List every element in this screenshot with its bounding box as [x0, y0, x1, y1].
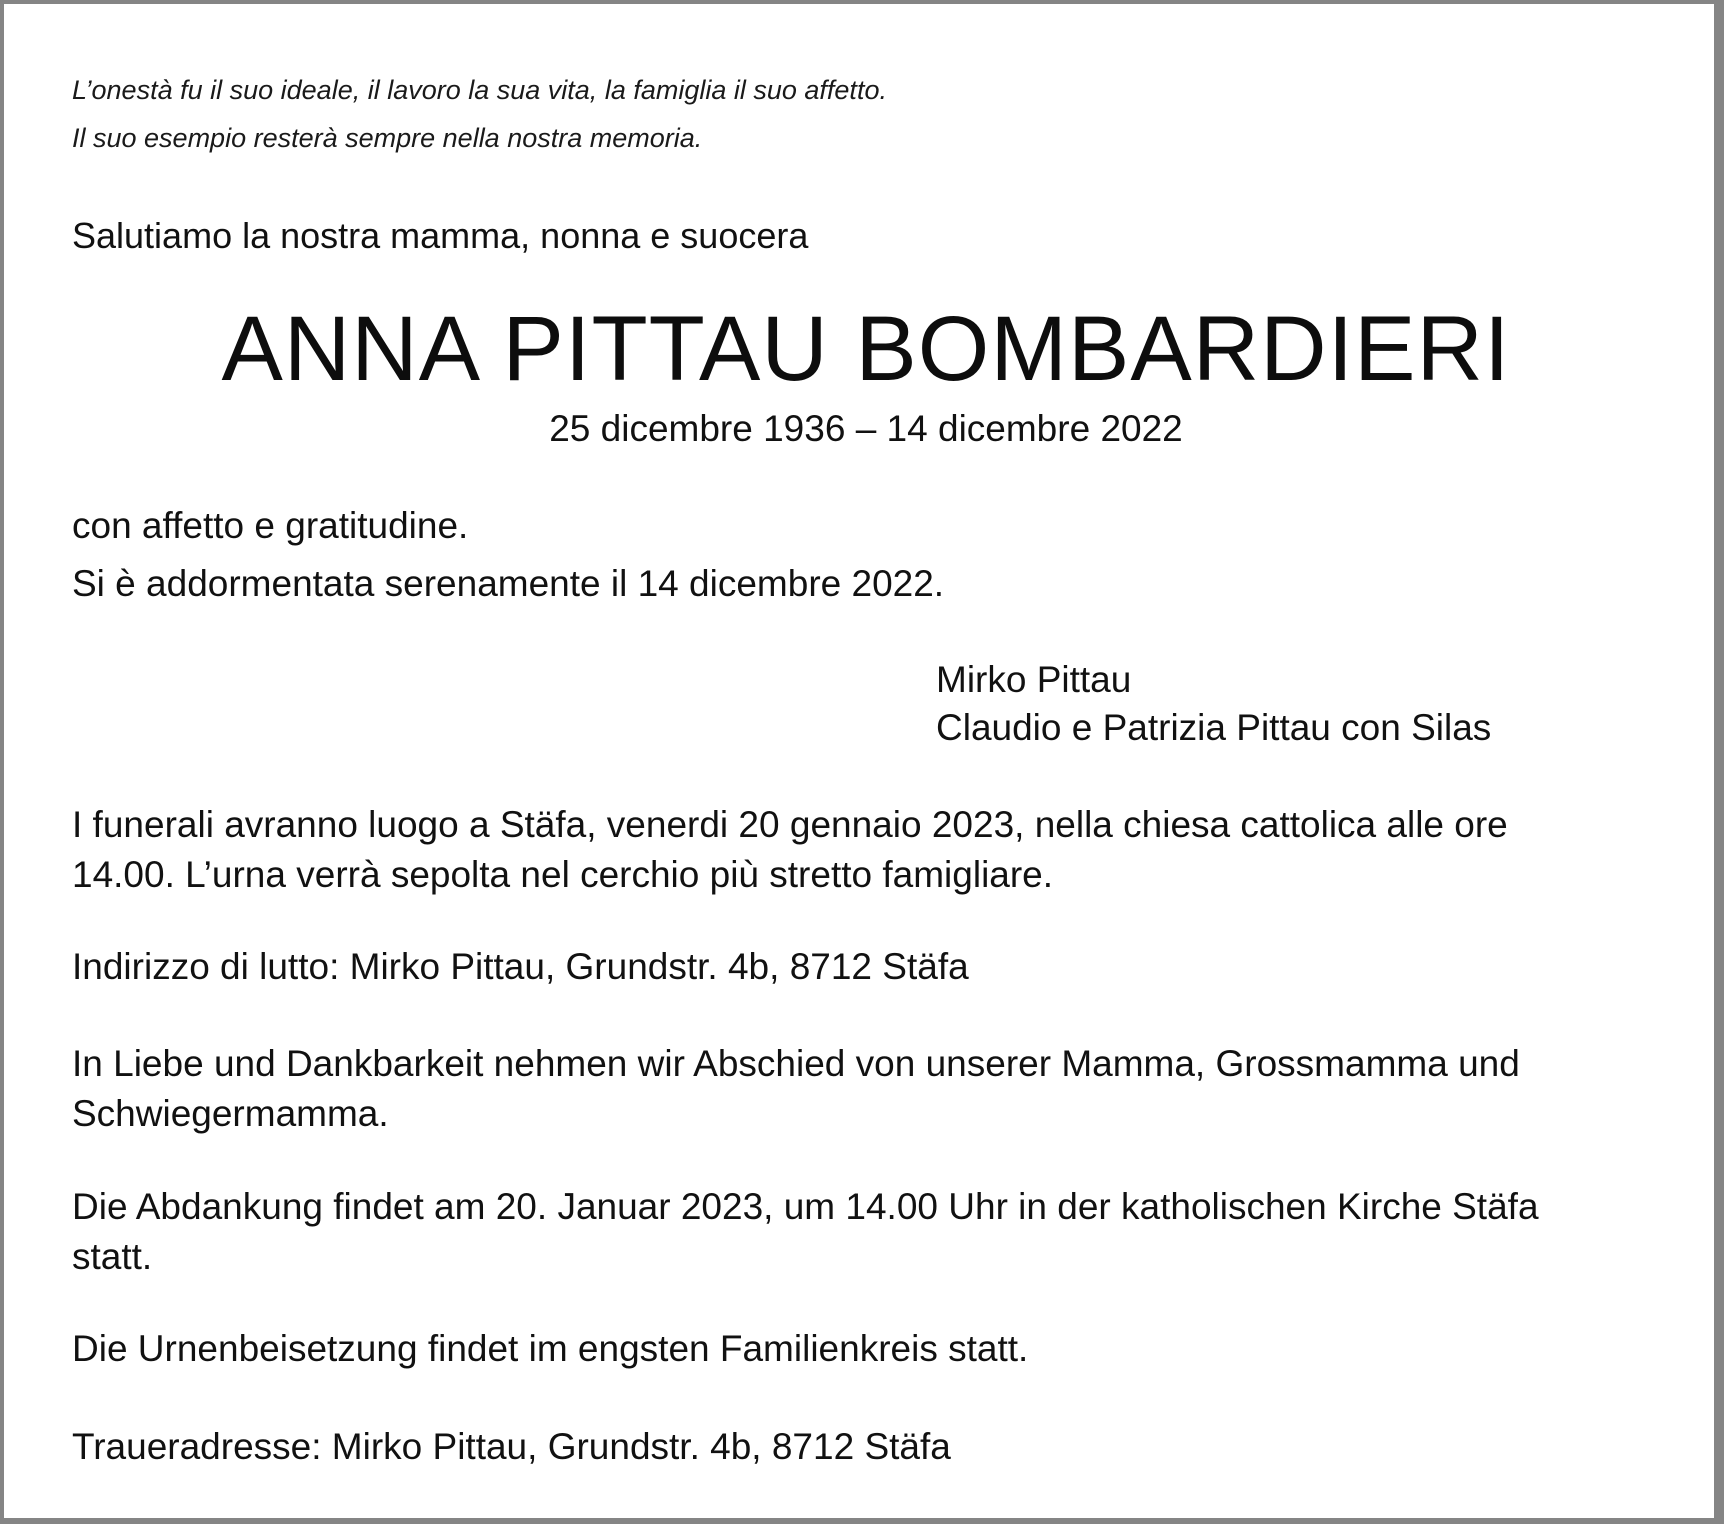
burial-german [72, 1324, 1660, 1374]
quote-line-1: L’onestà fu il suo ideale, il lavoro la sua vita, la famiglia il suo affetto. [72, 75, 887, 105]
address-de-line: Traueradresse: Mirko Pittau, Grundstr. 4b, 8712 Stäfa [72, 1426, 951, 1467]
service-de-line-2: statt. [72, 1236, 153, 1277]
burial-de-line: Die Urnenbeisetzung findet im engsten Familienkreis statt. [72, 1328, 1029, 1369]
signatory-2: Claudio e Patrizia Pittau con Silas [936, 707, 1492, 748]
address-it-line: Indirizzo di lutto: Mirko Pittau, Grundstr. 4b, 8712 Stäfa [72, 946, 969, 987]
closing-paragraph [72, 501, 1660, 609]
farewell-de-line-2: Schwiegermamma. [72, 1093, 389, 1134]
signatories [936, 656, 1491, 752]
signatory-1: Mirko Pittau [936, 659, 1132, 700]
farewell-de-line-1: In Liebe und Dankbarkeit nehmen wir Abschied von unserer Mamma, Grossmamma und [72, 1043, 1520, 1084]
quote-line-2: Il suo esempio resterà sempre nella nostra memoria. [72, 123, 703, 153]
mourning-address-german [72, 1422, 1660, 1472]
service-german [72, 1182, 1660, 1282]
funeral-it-line-1: I funerali avranno luogo a Stäfa, venerdi 20 gennaio 2023, nella chiesa cattolica alle ore [72, 804, 1508, 845]
deceased-name: ANNA PITTAU BOMBARDIERI [221, 298, 1511, 400]
funeral-info-italian [72, 800, 1660, 900]
mourning-address-italian [72, 942, 1660, 992]
memorial-quote [72, 66, 887, 162]
funeral-it-line-2: 14.00. L’urna verrà sepolta nel cerchio più stretto famigliare. [72, 854, 1054, 895]
farewell-german [72, 1039, 1660, 1139]
service-de-line-1: Die Abdankung findet am 20. Januar 2023, um 14.00 Uhr in der katholischen Kirche Stäfa [72, 1186, 1539, 1227]
closing-line-2: Si è addormentata serenamente il 14 dicembre 2022. [72, 563, 945, 604]
life-dates: 25 dicembre 1936 – 14 dicembre 2022 [549, 408, 1183, 449]
closing-line-1: con affetto e gratitudine. [72, 505, 469, 546]
greeting-text: Salutiamo la nostra mamma, nonna e suocera [72, 215, 809, 256]
